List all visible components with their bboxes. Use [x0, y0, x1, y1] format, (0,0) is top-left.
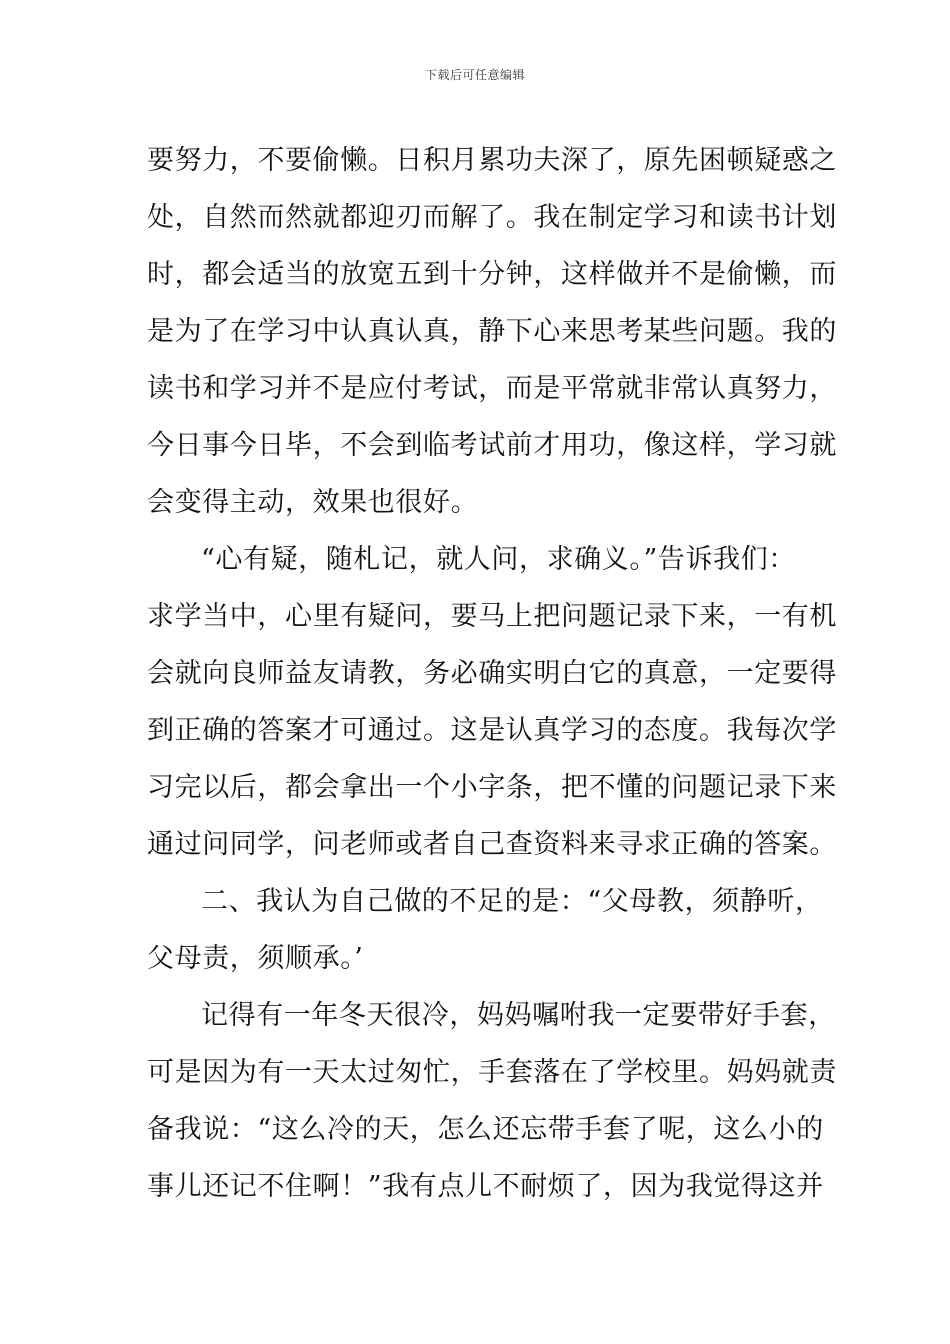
text-line: 父母责，须顺承。’	[147, 943, 364, 974]
text-line: 读书和学习并不是应付考试，而是平常就非常认真努力，	[147, 373, 837, 404]
text-line: 要努力，不要偷懒。日积月累功夫深了，原先困顿疑惑之	[147, 145, 837, 176]
text-line: 求学当中，心里有疑问，要马上把问题记录下来，一有机	[147, 601, 837, 632]
text-line: 备我说：“这么冷的天，怎么还忘带手套了呢，这么小的	[147, 1114, 824, 1145]
text-line: 通过问同学，问老师或者自己查资料来寻求正确的答案。	[147, 829, 837, 860]
page-header: 下载后可任意编辑	[424, 68, 525, 82]
paragraph-start-line: “心有疑，随札记，就人问，求确义。”告诉我们：	[201, 544, 796, 575]
text-line: 今日事今日毕，不会到临考试前才用功，像这样，学习就	[147, 430, 837, 461]
text-line: 会就向良师益友请教，务必确实明白它的真意，一定要得	[147, 658, 837, 689]
text-line: 是为了在学习中认真认真，静下心来思考某些问题。我的	[147, 316, 837, 347]
text-line: 习完以后，都会拿出一个小字条，把不懂的问题记录下来	[147, 772, 837, 803]
paragraph-start-line: 记得有一年冬天很冷，妈妈嘱咐我一定要带好手套，	[201, 1000, 836, 1031]
text-line: 时，都会适当的放宽五到十分钟，这样做并不是偷懒，而	[147, 259, 837, 290]
text-line: 到正确的答案才可通过。这是认真学习的态度。我每次学	[147, 715, 837, 746]
document-body	[147, 132, 837, 1215]
text-line: 事儿还记不住啊！”我有点儿不耐烦了，因为我觉得这并	[147, 1171, 824, 1202]
text-line: 处，自然而然就都迎刃而解了。我在制定学习和读书计划	[147, 202, 837, 233]
text-line: 可是因为有一天太过匆忙，手套落在了学校里。妈妈就责	[147, 1057, 837, 1088]
text-line: 会变得主动，效果也很好。	[147, 487, 479, 518]
paragraph-start-line: 二、我认为自己做的不足的是：“父母教，须静听，	[201, 886, 823, 917]
